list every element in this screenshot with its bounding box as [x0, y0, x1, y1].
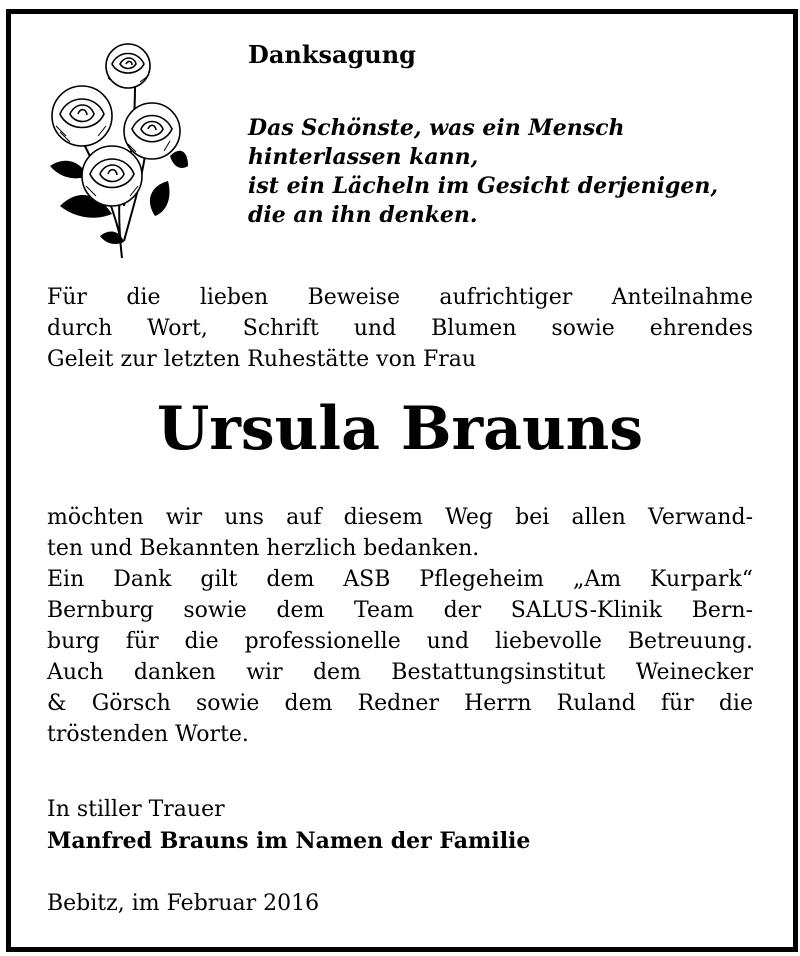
body-line: Ein Dank gilt dem ASB Pflegeheim „Am Kurpark“: [47, 567, 753, 592]
memorial-quote: [248, 114, 718, 230]
body-line: möchten wir uns auf diesem Weg bei allen Verwand-: [47, 505, 753, 530]
body-line: tröstenden Worte.: [47, 722, 249, 747]
quote-line: ist ein Lächeln im Gesicht derjenigen,: [248, 173, 719, 199]
intro-line: Geleit zur letzten Ruhestätte von Frau: [47, 347, 477, 372]
intro-line: durch Wort, Schrift und Blumen sowie ehrendes: [47, 316, 753, 341]
heading-danksagung: Danksagung: [248, 40, 416, 69]
body-line: burg für die professionelle und liebevolle Betreuung.: [47, 629, 753, 654]
thanks-paragraph: [47, 502, 753, 750]
body-line: Auch danken wir dem Bestattungsinstitut Weinecker: [47, 660, 753, 685]
closing-phrase: In stiller Trauer: [47, 797, 225, 822]
quote-line: hinterlassen kann,: [248, 144, 479, 170]
body-line: Bernburg sowie dem Team der SALUS-Klinik Bern-: [47, 598, 753, 623]
body-line: ten und Bekannten herzlich bedanken.: [47, 536, 480, 561]
intro-paragraph: [47, 282, 753, 375]
quote-line: Das Schönste, was ein Mensch: [248, 115, 625, 141]
body-line: & Görsch sowie dem Redner Herrn Ruland für die: [47, 691, 753, 716]
signatory: Manfred Brauns im Namen der Familie: [47, 828, 531, 854]
intro-line: Für die lieben Beweise aufrichtiger Anteilnahme: [47, 285, 753, 310]
place-date: Bebitz, im Februar 2016: [47, 891, 320, 916]
quote-line: die an ihn denken.: [248, 202, 478, 228]
roses-bouquet-icon: [40, 36, 190, 261]
deceased-name: Ursula Brauns: [156, 394, 644, 464]
